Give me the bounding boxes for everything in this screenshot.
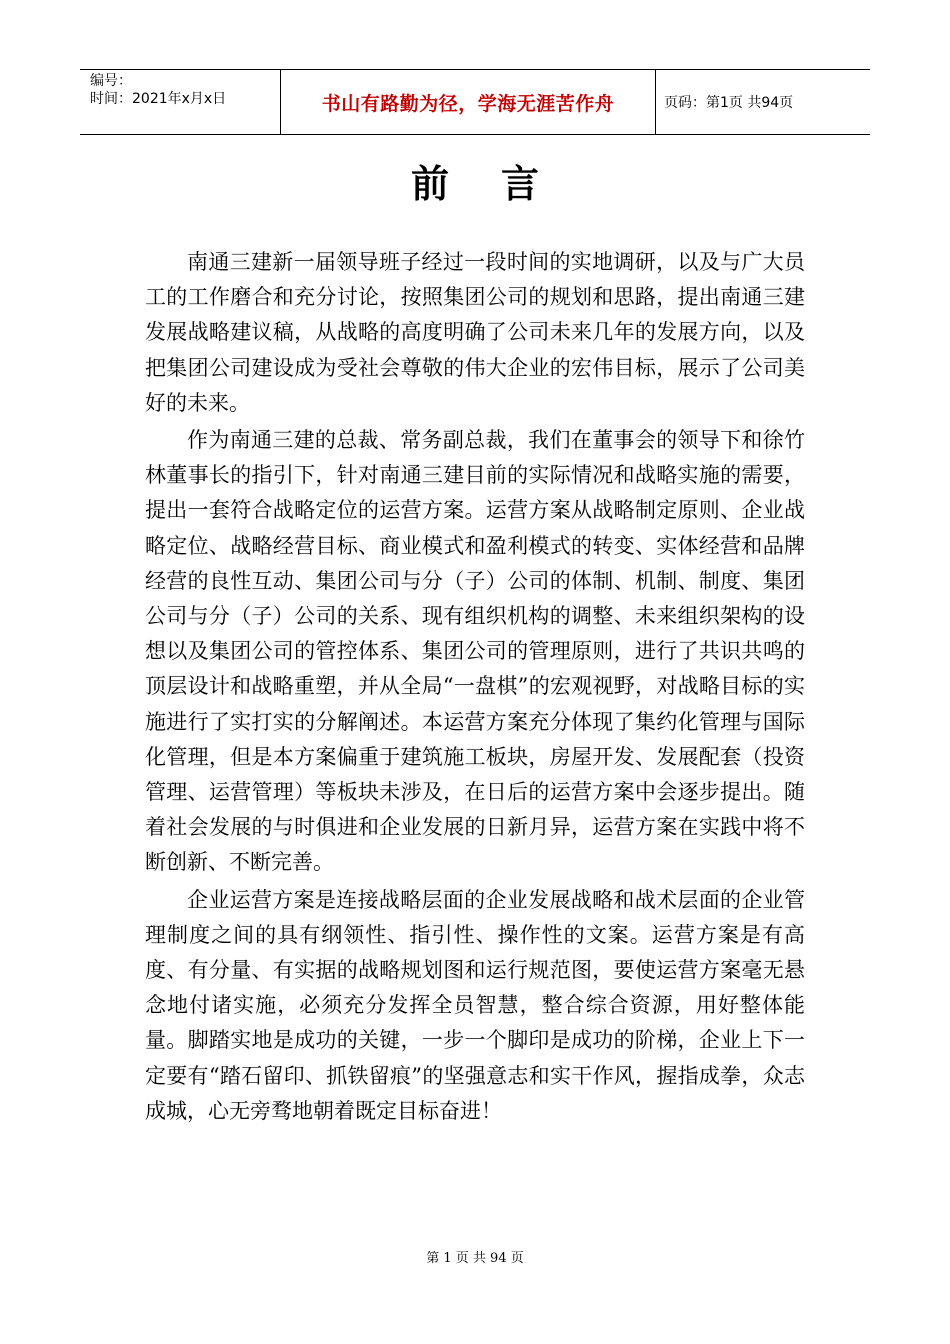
date-line: 时间：2021年x月x日 [90,91,227,107]
paragraph: 企业运营方案是连接战略层面的企业发展战略和战术层面的企业管理制度之间的具有纲领性、指引性、操作性的文案。运营方案是有高度、有分量、有实据的战略规划图和运行规范图，要使运营方案毫无悬念地付诸实施，必须充分发挥全员智慧，整合综合资源，用好整体能量。脚踏实地是成功的关键，一步一个脚印是成功的阶梯，企业上下一定要有“踏石留印、抓铁留痕”的坚强意志和实干作风，握指成拳，众志成城，心无旁骛地朝着既定目标奋进！ [145,887,805,1123]
number-label: 编号： [90,73,132,89]
page-title: 前言 [410,162,591,206]
header-page-info: 页码：第1页 共94页 [664,95,794,111]
header-table [80,69,870,135]
page-footer: 第 1 页 共 94 页 [426,1251,524,1266]
header-meta [80,70,280,134]
header-motto: 书山有路勤为径，学海无涯苦作舟 [321,92,615,115]
paragraph: 南通三建新一届领导班子经过一段时间的实地调研，以及与广大员工的工作磨合和充分讨论，按照集团公司的规划和思路，提出南通三建发展战略建议稿，从战略的高度明确了公司未来几年的发展方向，以及把集团公司建设成为受社会尊敬的伟大企业的宏伟目标，展示了公司美好的未来。 [145,250,805,415]
paragraph: 作为南通三建的总裁、常务副总裁，我们在董事会的领导下和徐竹林董事长的指引下，针对南通三建目前的实际情况和战略实施的需要，提出一套符合战略定位的运营方案。运营方案从战略制定原则、企业战略定位、战略经营目标、商业模式和盈利模式的转变、实体经营和品牌经营的良性互动、集团公司与分（子）公司的体制、机制、制度、集团公司与分（子）公司的关系、现有组织机构的调整、未来组织架构的设想以及集团公司的管控体系、集团公司的管理原则，进行了共识共鸣的顶层设计和战略重塑，并从全局“一盘棋”的宏观视野，对战略目标的实施进行了实打实的分解阐述。本运营方案充分体现了集约化管理与国际化管理，但是本方案偏重于建筑施工板块，房屋开发、发展配套（投资管理、运营管理）等板块未涉及，在日后的运营方案中会逐步提出。随着社会发展的与时俱进和企业发展的日新月异，运营方案在实践中将不断创新、不断完善。 [145,428,805,875]
document-body [145,245,805,1131]
